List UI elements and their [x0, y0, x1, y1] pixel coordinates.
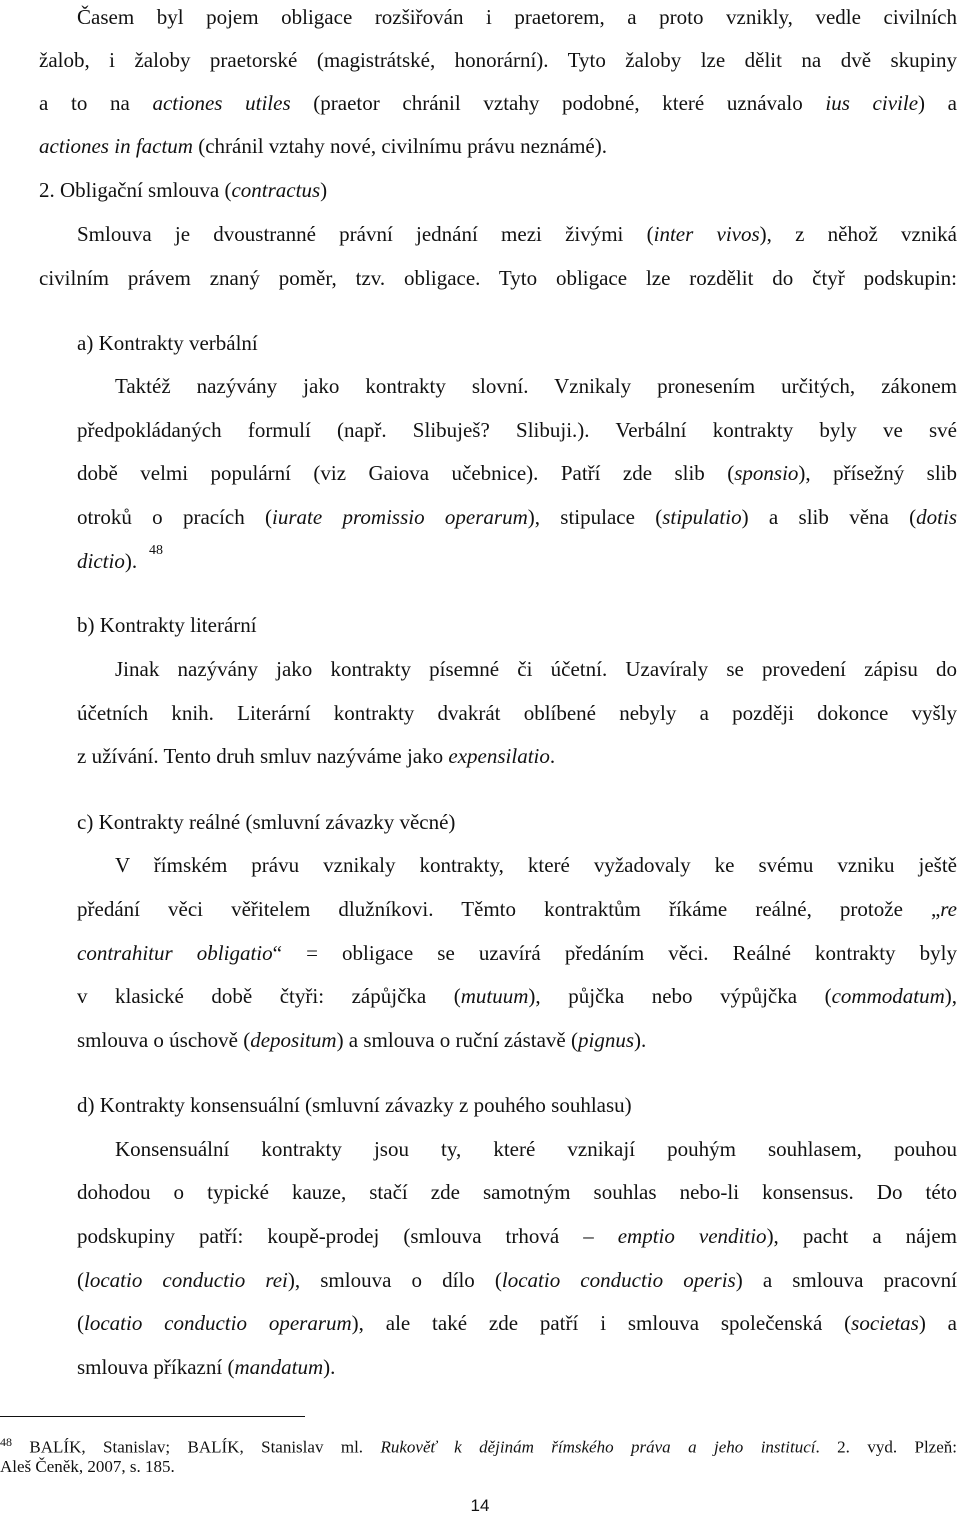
paragraph-line: dictio). — [77, 549, 138, 573]
paragraph-line: a to na actiones utiles (praetor chránil vztahy podobné, které uznávalo ius civile) a — [39, 91, 957, 115]
subsection-heading: b) Kontrakty literární — [77, 613, 257, 637]
paragraph-line: (locatio conductio operarum), ale také zde patří i smlouva společenská (societas) a — [77, 1311, 957, 1335]
paragraph-line: Taktéž nazývány jako kontrakty slovní. Vznikaly pronesením určitých, zákonem — [115, 374, 957, 398]
paragraph-line: smlouva příkazní (mandatum). — [77, 1355, 336, 1379]
paragraph-line: Jinak nazývány jako kontrakty písemné či účetní. Uzavíraly se provedení zápisu do — [115, 657, 957, 681]
footnote-number: 48 — [0, 1435, 12, 1449]
paragraph-line: předání věci věřitelem dlužníkovi. Těmto kontraktům říkáme reálné, protože „re — [77, 897, 957, 921]
footnote-text: Aleš Čeněk, 2007, s. 185. — [0, 1457, 175, 1476]
subsection-heading: c) Kontrakty reálné (smluvní závazky věcné) — [77, 810, 456, 834]
paragraph-line: Smlouva je dvoustranné právní jednání mezi živými (inter vivos), z něhož vzniká — [77, 222, 958, 246]
paragraph-line: otroků o pracích (iurate promissio operarum), stipulace (stipulatio) a slib věna (dotis — [77, 505, 957, 529]
paragraph-line: civilním právem znaný poměr, tzv. obligace. Tyto obligace lze rozdělit do čtyř podskupin: — [39, 266, 957, 290]
paragraph-line: Časem byl pojem obligace rozšiřován i praetorem, a proto vznikly, vedle civilních — [77, 5, 957, 29]
footnote-reference[interactable]: 48 — [149, 543, 163, 558]
footnote-text: $^{48}$ BALÍK, Stanislav; BALÍK, Stanislav ml. Rukověť k dějinám římského práva a jeho institucí. 2. vyd. Plzeň: — [0, 1435, 957, 1457]
paragraph-line: (locatio conductio rei), smlouva o dílo (locatio conductio operis) a smlouva pracovní — [77, 1268, 957, 1292]
paragraph-line: smlouva o úschově (depositum) a smlouva o ruční zástavě (pignus). — [77, 1028, 647, 1052]
paragraph-line: žalob, i žaloby praetorské (magistrátské, honorární). Tyto žaloby lze dělit na dvě skupiny — [39, 48, 957, 72]
paragraph-line: V římském právu vznikaly kontrakty, které vyžadovaly ke svému vzniku ještě — [115, 853, 957, 877]
paragraph-line: v klasické době čtyři: zápůjčka (mutuum), půjčka nebo výpůjčka (commodatum), — [77, 984, 957, 1008]
paragraph-line: dohodou o typické kauze, stačí zde samotným souhlas nebo-li konsensus. Do této — [77, 1180, 957, 1204]
paragraph-line: době velmi populární (viz Gaiova učebnice). Patří zde slib (sponsio), přísežný slib — [77, 461, 957, 485]
section-heading: 2. Obligační smlouva (contractus) — [39, 178, 328, 202]
subsection-heading: a) Kontrakty verbální — [77, 331, 258, 355]
paragraph-line: Konsensuální kontrakty jsou ty, které vznikají pouhým souhlasem, pouhou — [115, 1137, 957, 1161]
footnote-separator — [0, 1416, 305, 1417]
paragraph-line: podskupiny patří: koupě-prodej (smlouva trhová – emptio venditio), pacht a nájem — [77, 1224, 957, 1248]
paragraph-line: předpokládaných formulí (např. Slibuješ? Slibuji.). Verbální kontrakty byly ve své — [77, 418, 957, 442]
paragraph-line: contrahitur obligatio“ = obligace se uzavírá předáním věci. Reálné kontrakty byly — [77, 941, 957, 965]
paragraph-line: účetních knih. Literární kontrakty dvakrát oblíbené nebyly a později dokonce vyšly — [77, 701, 957, 725]
paragraph-line: actiones in factum (chránil vztahy nové, civilnímu právu neznámé). — [39, 134, 607, 158]
subsection-heading: d) Kontrakty konsensuální (smluvní závazky z pouhého souhlasu) — [77, 1093, 632, 1117]
paragraph-line: z užívání. Tento druh smluv nazýváme jako expensilatio. — [77, 744, 556, 768]
page-number: 14 — [470, 1496, 490, 1515]
